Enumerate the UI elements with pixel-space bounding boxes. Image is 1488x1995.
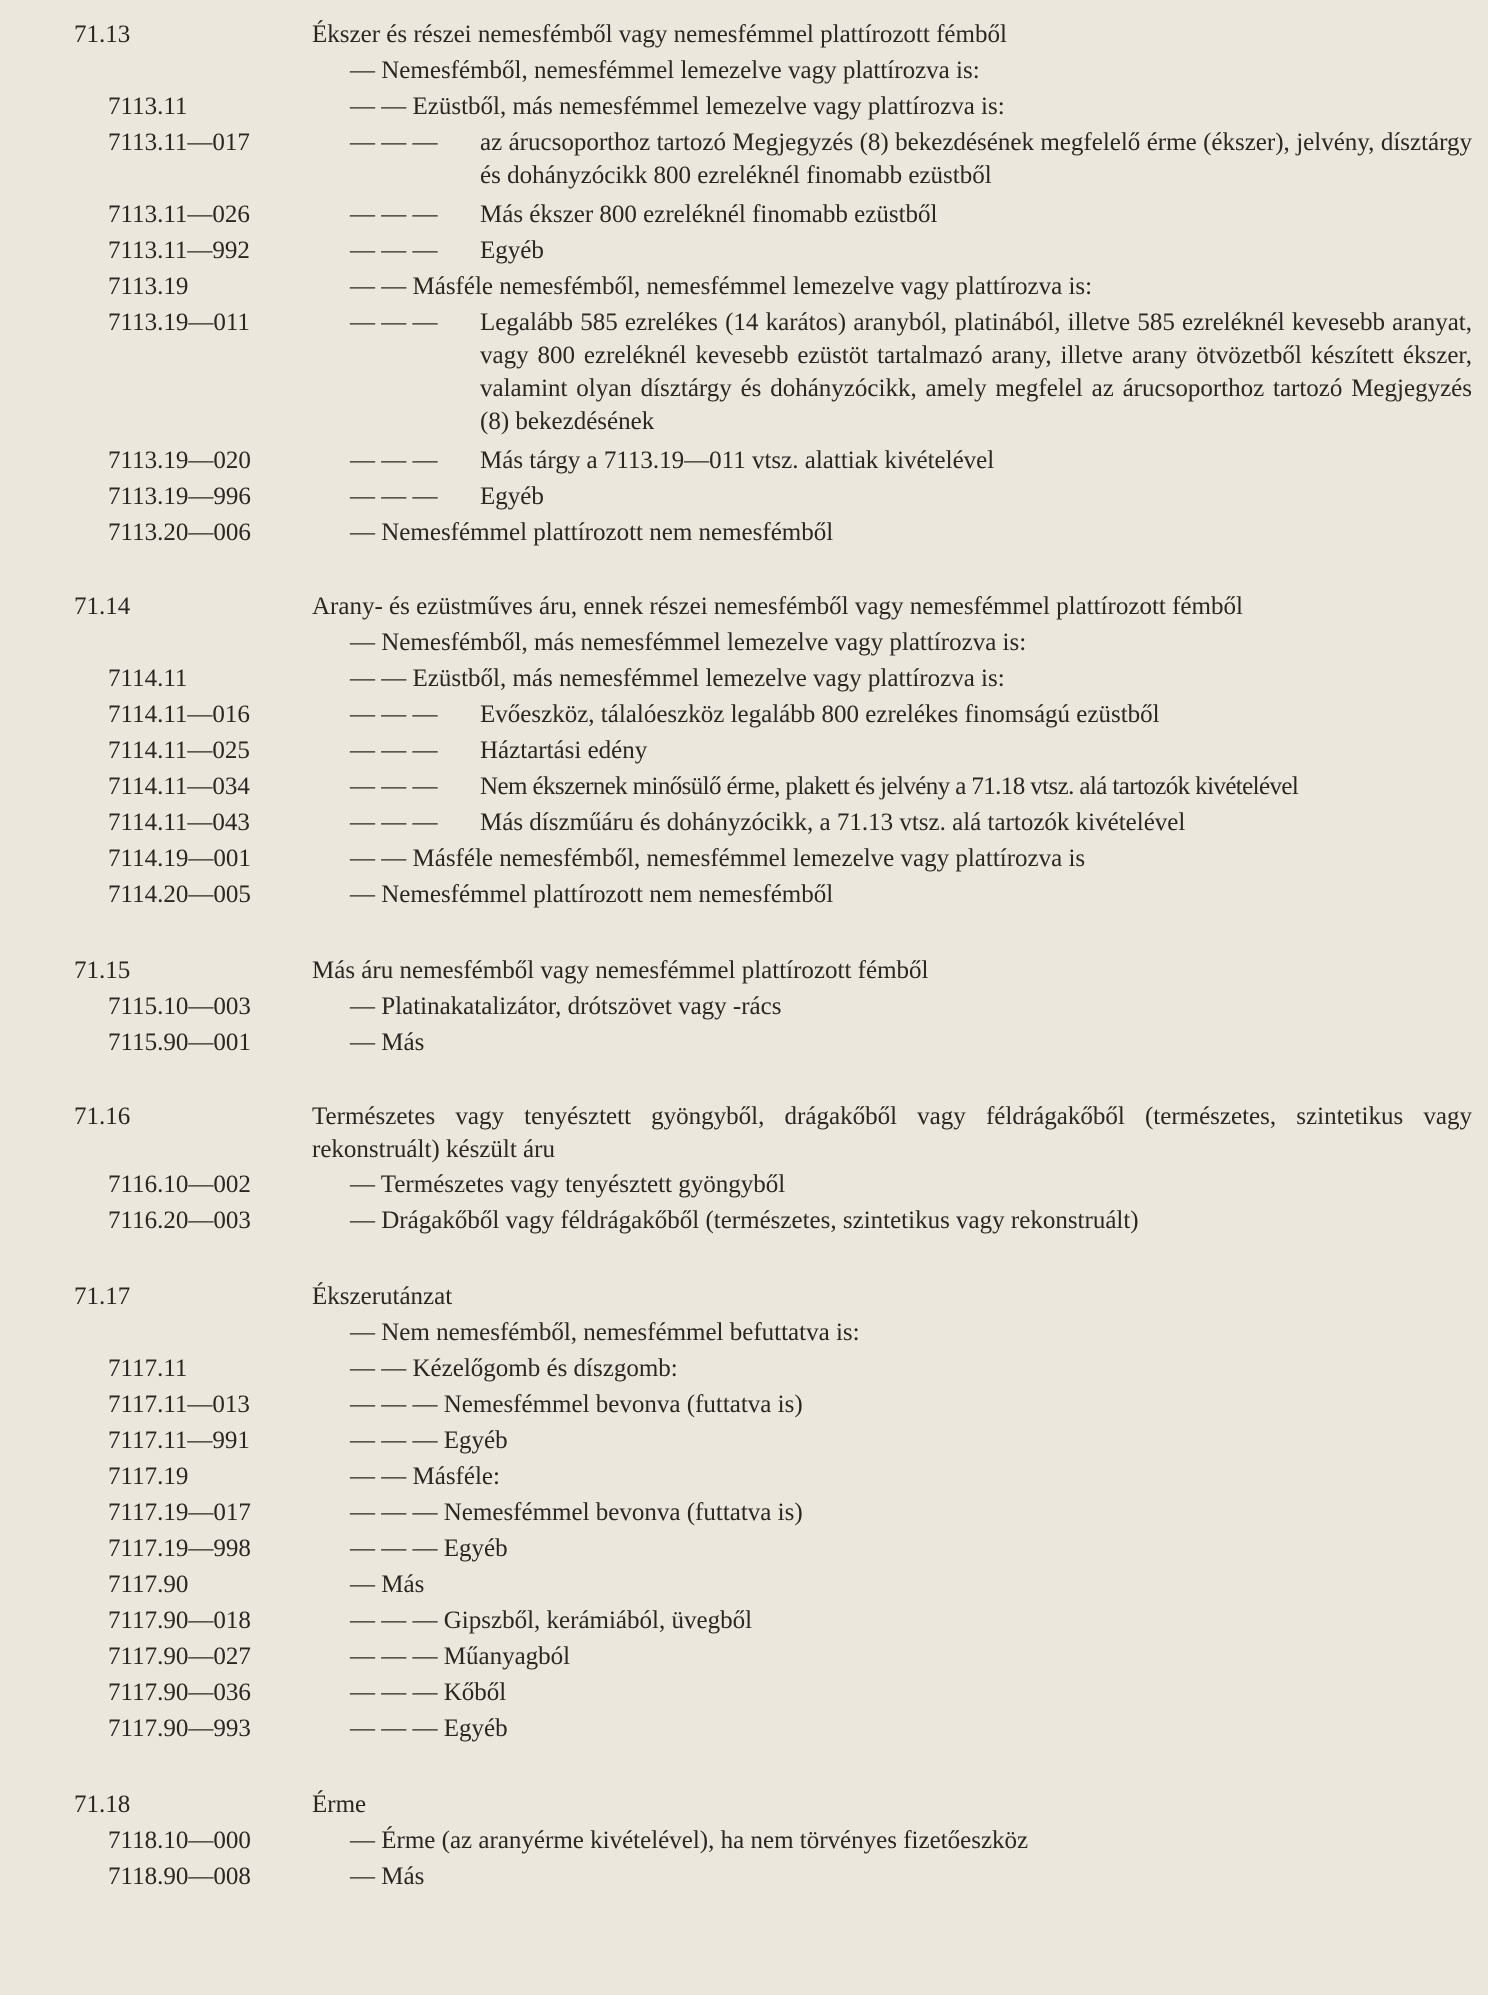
entry-code: 7113.19—011 bbox=[108, 309, 250, 336]
entry-text: — Drágakőből vagy féldrágakőből (természetes, szintetikus vagy rekonstruált) bbox=[350, 1207, 1139, 1234]
entry-dashes: — — — bbox=[350, 737, 438, 764]
entry-text: — — — Műanyagból bbox=[350, 1643, 571, 1670]
entry-code: 7117.11 bbox=[108, 1355, 188, 1382]
entry-text: — Más bbox=[350, 1863, 425, 1890]
entry-text: Evőeszköz, tálalóeszköz legalább 800 ezrelékes finomságú ezüstből bbox=[480, 701, 1160, 728]
entry-text: Más tárgy a 7113.19—011 vtsz. alattiak kivételével bbox=[480, 447, 995, 474]
heading-code: 71.15 bbox=[74, 957, 131, 984]
entry-text: Háztartási edény bbox=[480, 737, 648, 764]
entry-dashes: — — — bbox=[350, 129, 438, 156]
entry-code: 7117.19—017 bbox=[108, 1499, 251, 1526]
entry-code: 7113.19 bbox=[108, 273, 189, 300]
entry-text: — Nem nemesfémből, nemesfémmel befuttatva is: bbox=[350, 1319, 860, 1346]
entry-code: 7115.10—003 bbox=[108, 993, 251, 1020]
entry-code: 7113.19—020 bbox=[108, 447, 251, 474]
heading-code: 71.17 bbox=[74, 1283, 131, 1310]
entry-code: 7117.11—013 bbox=[108, 1391, 250, 1418]
entry-text: — Más bbox=[350, 1029, 425, 1056]
entry-code: 7113.11 bbox=[108, 93, 188, 120]
entry-text: — Érme (az aranyérme kivételével), ha nem törvényes fizetőeszköz bbox=[350, 1827, 1029, 1854]
entry-code: 7114.11 bbox=[108, 665, 188, 692]
entry-text: az árucsoporthoz tartozó Megjegyzés (8) bekezdésének megfelelő érme (ékszer), jelvény, dísztárgy és dohányzócikk 800 ezreléknél finomabb ezüstből bbox=[480, 129, 1472, 189]
heading-text: Más áru nemesfémből vagy nemesfémmel plattírozott fémből bbox=[312, 957, 929, 984]
entry-text: — — Kézelőgomb és díszgomb: bbox=[350, 1355, 678, 1382]
entry-dashes: — — — bbox=[350, 447, 438, 474]
entry-dashes: — — — bbox=[350, 701, 438, 728]
entry-text: Egyéb bbox=[480, 483, 544, 510]
heading-text: Ékszer és részei nemesfémből vagy nemesfémmel plattírozott fémből bbox=[312, 21, 1007, 48]
entry-code: 7114.11—043 bbox=[108, 809, 250, 836]
entry-code: 7117.90—036 bbox=[108, 1679, 251, 1706]
entry-text: — — — Kőből bbox=[350, 1679, 507, 1706]
entry-code: 7114.11—016 bbox=[108, 701, 250, 728]
entry-code: 7115.90—001 bbox=[108, 1029, 251, 1056]
entry-code: 7113.11—026 bbox=[108, 201, 250, 228]
entry-code: 7116.10—002 bbox=[108, 1171, 251, 1198]
entry-dashes: — — — bbox=[350, 237, 438, 264]
entry-text: — Természetes vagy tenyésztett gyöngyből bbox=[350, 1171, 786, 1198]
entry-code: 7114.11—034 bbox=[108, 773, 250, 800]
entry-code: 7114.20—005 bbox=[108, 881, 251, 908]
entry-text: — — Másféle nemesfémből, nemesfémmel lemezelve vagy plattírozva is bbox=[350, 845, 1086, 872]
entry-code: 7113.11—017 bbox=[108, 129, 250, 156]
heading-text: Természetes vagy tenyésztett gyöngyből, drágakőből vagy féldrágakőből (természetes, szintetikus vagy rekonstruált) készült áru bbox=[312, 1103, 1472, 1163]
entry-code: 7113.20—006 bbox=[108, 519, 251, 546]
entry-text: Legalább 585 ezrelékes (14 karátos) aranyból, platinából, illetve 585 ezreléknél kevesebb aranyat, vagy 800 ezreléknél kevesebb ezüstöt tartalmazó arany, illetve arany ötvözetből készített ékszer, valamint olyan dísztárgy és dohányzócikk, amely megfelel az árucsoporthoz tartozó Megjegyzés (8) bekezdésének bbox=[480, 309, 1472, 435]
entry-dashes: — — — bbox=[350, 809, 438, 836]
entry-text: — — — Egyéb bbox=[350, 1427, 508, 1454]
entry-text: — — — Nemesfémmel bevonva (futtatva is) bbox=[350, 1499, 803, 1526]
entry-code: 7118.10—000 bbox=[108, 1827, 251, 1854]
entry-text: Más díszműáru és dohányzócikk, a 71.13 vtsz. alá tartozók kivételével bbox=[480, 809, 1186, 836]
entry-dashes: — — — bbox=[350, 201, 438, 228]
entry-code: 7113.11—992 bbox=[108, 237, 250, 264]
entry-code: 7117.90—993 bbox=[108, 1715, 251, 1742]
entry-text: Nem ékszernek minősülő érme, plakett és jelvény a 71.18 vtsz. alá tartozók kivételével bbox=[480, 773, 1299, 800]
heading-code: 71.16 bbox=[74, 1103, 131, 1130]
entry-text: Egyéb bbox=[480, 237, 544, 264]
entry-text: — Nemesfémmel plattírozott nem nemesfémből bbox=[350, 881, 834, 908]
entry-text: — — Másféle: bbox=[350, 1463, 500, 1490]
heading-text: Arany- és ezüstműves áru, ennek részei nemesfémből vagy nemesfémmel plattírozott fémből bbox=[312, 593, 1243, 620]
entry-text: — — Ezüstből, más nemesfémmel lemezelve vagy plattírozva is: bbox=[350, 665, 1005, 692]
entry-text: — — — Nemesfémmel bevonva (futtatva is) bbox=[350, 1391, 803, 1418]
heading-text: Érme bbox=[312, 1791, 367, 1818]
entry-text: Más ékszer 800 ezreléknél finomabb ezüstből bbox=[480, 201, 938, 228]
entry-code: 7114.11—025 bbox=[108, 737, 250, 764]
entry-text: — — Ezüstből, más nemesfémmel lemezelve vagy plattírozva is: bbox=[350, 93, 1005, 120]
entry-text: — — — Egyéb bbox=[350, 1535, 508, 1562]
entry-dashes: — — — bbox=[350, 309, 438, 336]
entry-text: — Platinakatalizátor, drótszövet vagy -rács bbox=[350, 993, 782, 1020]
entry-code: 7117.90—018 bbox=[108, 1607, 251, 1634]
entry-text: — Más bbox=[350, 1571, 425, 1598]
entry-code: 7113.19—996 bbox=[108, 483, 251, 510]
heading-code: 71.18 bbox=[74, 1791, 131, 1818]
entry-text: — — — Egyéb bbox=[350, 1715, 508, 1742]
heading-code: 71.13 bbox=[74, 21, 131, 48]
heading-text: Ékszerutánzat bbox=[312, 1283, 453, 1310]
entry-text: — — — Gipszből, kerámiából, üvegből bbox=[350, 1607, 753, 1634]
entry-code: 7116.20—003 bbox=[108, 1207, 251, 1234]
entry-text: — — Másféle nemesfémből, nemesfémmel lemezelve vagy plattírozva is: bbox=[350, 273, 1093, 300]
entry-dashes: — — — bbox=[350, 483, 438, 510]
entry-code: 7117.11—991 bbox=[108, 1427, 250, 1454]
entry-code: 7118.90—008 bbox=[108, 1863, 251, 1890]
entry-code: 7117.19—998 bbox=[108, 1535, 251, 1562]
entry-code: 7114.19—001 bbox=[108, 845, 251, 872]
entry-text: — Nemesfémből, más nemesfémmel lemezelve vagy plattírozva is: bbox=[350, 629, 1027, 656]
entry-text: — Nemesfémmel plattírozott nem nemesfémből bbox=[350, 519, 834, 546]
heading-code: 71.14 bbox=[74, 593, 131, 620]
entry-code: 7117.90 bbox=[108, 1571, 189, 1598]
entry-code: 7117.90—027 bbox=[108, 1643, 251, 1670]
entry-text: — Nemesfémből, nemesfémmel lemezelve vagy plattírozva is: bbox=[350, 57, 980, 84]
entry-code: 7117.19 bbox=[108, 1463, 189, 1490]
entry-dashes: — — — bbox=[350, 773, 438, 800]
